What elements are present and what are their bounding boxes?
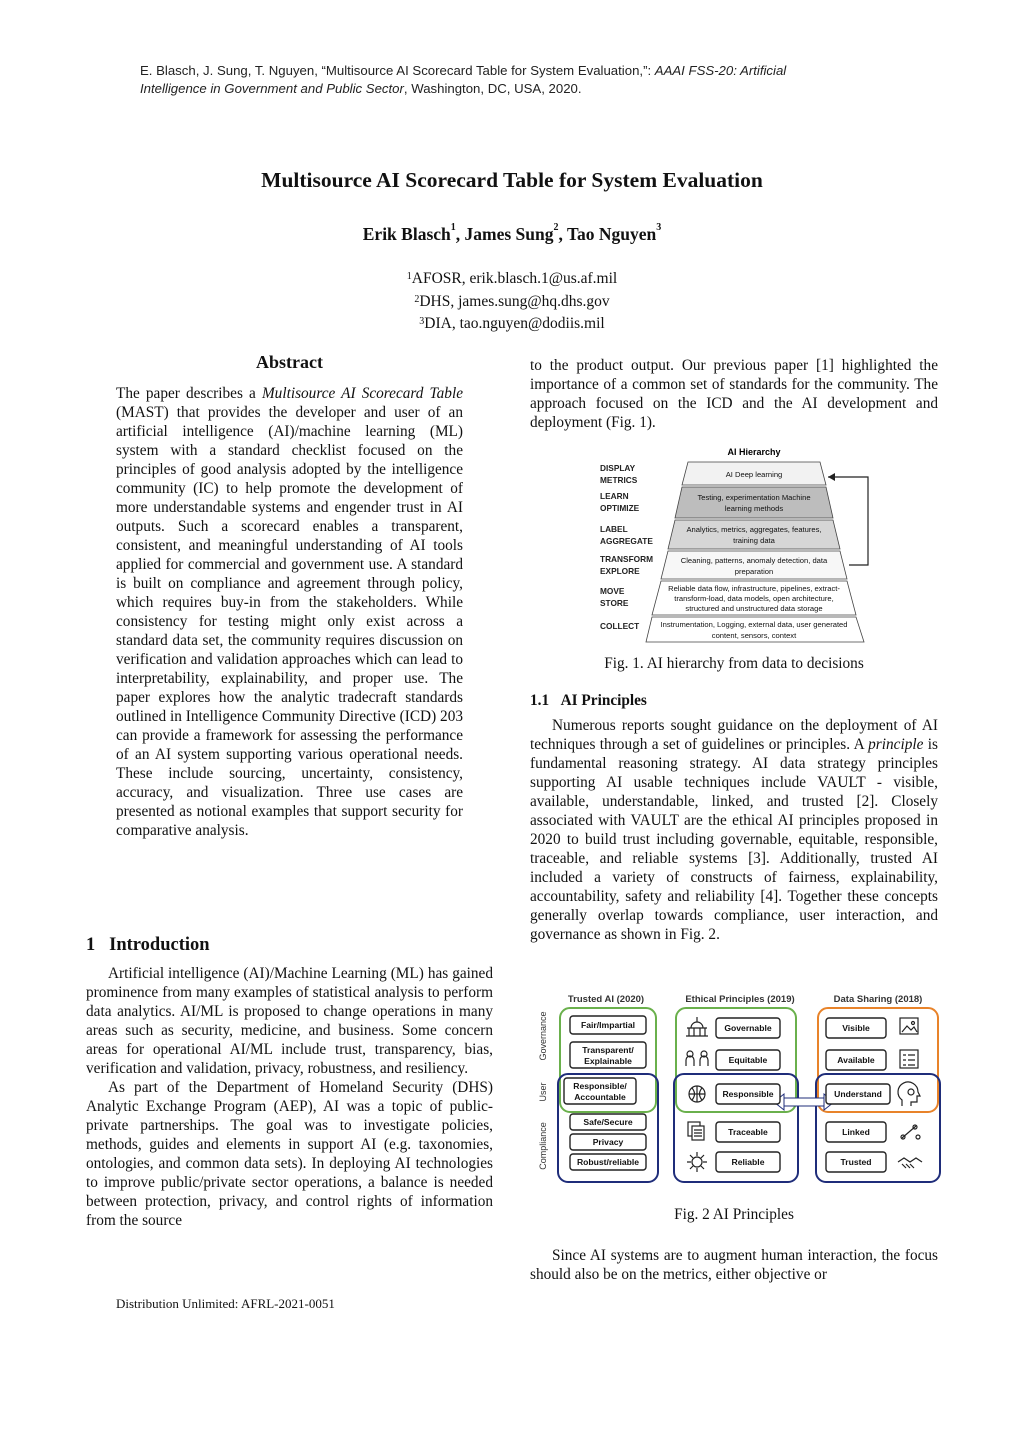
fig1-label: LABEL <box>600 524 628 534</box>
fig2-box-label: Accountable <box>574 1092 626 1102</box>
gear-icon <box>687 1152 707 1172</box>
paragraph: to the product output. Our previous paper [1] highlighted the importance of a common set of standards for the community. The approach focused on the ICD and the AI development and deployment (Fig. 1). <box>530 357 938 431</box>
fig2-box-label: Explainable <box>584 1056 632 1066</box>
fig2-box-label: Transparent/ <box>582 1045 634 1055</box>
figure-2-ai-principles <box>534 988 944 1186</box>
capitol-icon <box>686 1017 708 1036</box>
fig2-box-label: Privacy <box>592 1137 624 1147</box>
fig1-label: DISPLAY <box>600 463 636 473</box>
section-heading-introduction: 1 Introduction <box>86 935 210 955</box>
fig2-row-label: Governance <box>538 1011 548 1061</box>
author-sup: 2 <box>553 222 559 233</box>
fig1-label: LEARN <box>600 491 629 501</box>
lightbulb-head-icon <box>898 1082 920 1106</box>
right-column-intro <box>530 356 938 432</box>
figure-2-caption: Fig. 2 AI Principles <box>674 1206 794 1223</box>
fig2-row-label: User <box>538 1082 548 1102</box>
subsection-heading-ai-principles: 1.1 AI Principles <box>530 692 647 709</box>
fig2-box-label: Linked <box>842 1127 870 1137</box>
figure-1-caption: Fig. 1. AI hierarchy from data to decisions <box>604 655 864 672</box>
right-column-continuation <box>530 1246 938 1284</box>
link-icon <box>901 1125 920 1139</box>
fig1-level-text: content, sensors, context <box>711 631 797 640</box>
figure-1-ai-hierarchy <box>596 442 878 644</box>
fig2-box-label: Trusted <box>840 1157 872 1167</box>
fig1-label: OPTIMIZE <box>600 503 640 513</box>
fig2-box-label: Fair/Impartial <box>581 1020 635 1030</box>
fig2-row-label: Compliance <box>538 1122 548 1170</box>
author-sup: 1 <box>450 222 456 233</box>
fig1-label: STORE <box>600 598 629 608</box>
fig1-level-text: Testing, experimentation Machine <box>697 493 811 502</box>
fig2-box-label: Available <box>837 1055 875 1065</box>
fig1-level-text: AI Deep learning <box>725 470 783 479</box>
fig1-level-text: preparation <box>734 567 774 576</box>
fig1-level-2 <box>675 487 833 518</box>
author-sup: 3 <box>656 222 662 233</box>
globe-icon <box>689 1086 705 1102</box>
affiliations <box>0 268 1024 336</box>
fig2-box-label: Responsible <box>722 1089 774 1099</box>
fig2-box-label: Responsible/ <box>573 1081 627 1091</box>
fig2-double-arrow <box>774 1094 834 1110</box>
fig2-box-label: Traceable <box>728 1127 768 1137</box>
abstract-heading: Abstract <box>256 352 323 372</box>
fig2-box-label: Equitable <box>728 1055 768 1065</box>
fig2-box-label: Safe/Secure <box>583 1117 633 1127</box>
fig1-level-text: Instrumentation, Logging, external data, user generated <box>660 620 848 629</box>
distribution-footer: Distribution Unlimited: AFRL-2021-0051 <box>116 1296 335 1311</box>
citation-text: E. Blasch, J. Sung, T. Nguyen, “Multisource AI Scorecard Table for System Evaluation,”: <box>140 63 655 78</box>
citation-venue: AAAI FSS-20: Artificial Intelligence in Government and Public Sector <box>140 63 787 96</box>
fig2-box-label: Robust/reliable <box>576 1157 640 1167</box>
fig2-col-title: Ethical Principles (2019) <box>685 994 795 1005</box>
fig1-level-text: training data <box>733 536 775 545</box>
fig1-level-text: transform-load, data models, open architecture, <box>674 594 834 603</box>
fig1-level-text: Analytics, metrics, aggregates, features, <box>686 525 822 534</box>
citation-header <box>140 62 800 98</box>
handshake-icon <box>898 1158 922 1168</box>
fig1-level-text: structured and unstructured data storage <box>685 604 823 613</box>
author-name: James Sung <box>464 224 554 244</box>
author-list: Erik Blasch$^1$, James Sung$^2$, Tao Nguyen$^3$ <box>362 222 662 244</box>
ai-principles-body: Numerous reports sought guidance on the deployment of AI techniques through a set of guidelines or principles. A principle is fundamental reasoning strategy. AI data strategy principles supporting AI usable techniques include VAULT - visible, available, understandable, linked, and trusted [2]. Closely associated with VAULT are the ethical AI principles proposed in 2020 to build trust including governable, equitable, responsible, traceable, and reliable systems [3]. Additionally, trusted AI included a variety of constructs of fairness, explainability, accountability, safety and reliability [4]. Together these concepts generally overlap towards compliance, user interaction, and governance as shown in Fig. 2. <box>530 717 938 943</box>
affiliation-line: $^1$AFOSR, erik.blasch.1@us.af.mil <box>406 270 618 287</box>
fig1-label: MOVE <box>600 586 625 596</box>
fig2-box-label: Understand <box>834 1089 882 1099</box>
fig1-label: AGGREGATE <box>600 536 653 546</box>
abstract-body: The paper describes a Multisource AI Scorecard Table (MAST) that provides the developer and user of an artificial intelligence (AI)/machine learning (ML) system with a standard checklist focused on the principles of good analysis adopted by the intelligence community (IC) to help promote the development of more understandable systems and engender trust in AI outputs. Such a scorecard enables a transparent, consistent, and meaningful understanding of AI tools applied for commercial and government use. A standard is built on compliance and agreement through policy, which requires buy-in from the stakeholders. While consistency for testing might only exist across a standard data set, the community requires discussion on verification and validation approaches which can lead to interpretability, explainability, and proper use. The paper explores how the analytic tradecraft standards outlined in Intelligence Community Directive (ICD) 203 can provide a framework for assessing the performance of an AI system supporting various operational needs. These include sourcing, uncertainty, consistency, accuracy, and visualization. Three use cases are presented as notional examples that support security for comparative analysis. <box>116 385 463 839</box>
paper-title: Multisource AI Scorecard Table for System Evaluation <box>261 168 763 192</box>
author-name: Tao Nguyen <box>566 224 657 244</box>
documents-icon <box>688 1122 704 1140</box>
fig1-label: EXPLORE <box>600 566 640 576</box>
affiliation-line: $^3$DIA, tao.nguyen@dodiis.mil <box>419 315 605 332</box>
author-name: Erik Blasch <box>362 224 451 244</box>
fig1-label: TRANSFORM <box>600 554 654 564</box>
fig2-col-title: Data Sharing (2018) <box>833 994 923 1005</box>
fig1-level-text: learning methods <box>724 504 784 513</box>
paragraph: Since AI systems are to augment human interaction, the focus should also be on the metrics, either objective or <box>530 1247 938 1283</box>
fig2-box-label: Governable <box>724 1023 772 1033</box>
fig1-label: COLLECT <box>600 621 640 631</box>
affiliation-line: $^2$DHS, james.sung@hq.dhs.gov <box>414 292 610 310</box>
paragraph: As part of the Department of Homeland Security (DHS) Analytic Exchange Program (AEP), AI was a topic of public-private partnerships. The goal was to investigate policies, methods, guides and elements in support AI (e.g. taxonomies, ontologies, and common data sets). In deploying AI technologies to improve public/private sector operations, a balance is needed between protection, privacy, and control rights of information from the source <box>86 1079 493 1229</box>
fig2-col-title: Trusted AI (2020) <box>567 994 645 1005</box>
fig1-level-text: Reliable data flow, infrastructure, pipelines, extract- <box>668 584 840 593</box>
introduction-body <box>86 964 493 1230</box>
fig2-box-label: Reliable <box>731 1157 765 1167</box>
fig1-label: METRICS <box>600 475 638 485</box>
people-icon <box>686 1051 708 1066</box>
checklist-icon <box>900 1050 918 1068</box>
paragraph: Artificial intelligence (AI)/Machine Learning (ML) has gained prominence from many examples of statistical analysis to perform data analytics. AI/ML is proposed to change operations in many areas such as security, medicine, and business. Some concern areas for operational AI/ML include trust, transparency, bias, verification and validation, privacy, robustness, and resiliency. <box>86 965 493 1077</box>
image-icon <box>900 1018 918 1034</box>
fig2-box-label: Visible <box>842 1023 870 1033</box>
citation-location: , Washington, DC, USA, 2020. <box>403 81 582 96</box>
fig1-level-text: Cleaning, patterns, anomaly detection, data <box>680 556 828 565</box>
fig1-title: AI Hierarchy <box>727 447 781 457</box>
